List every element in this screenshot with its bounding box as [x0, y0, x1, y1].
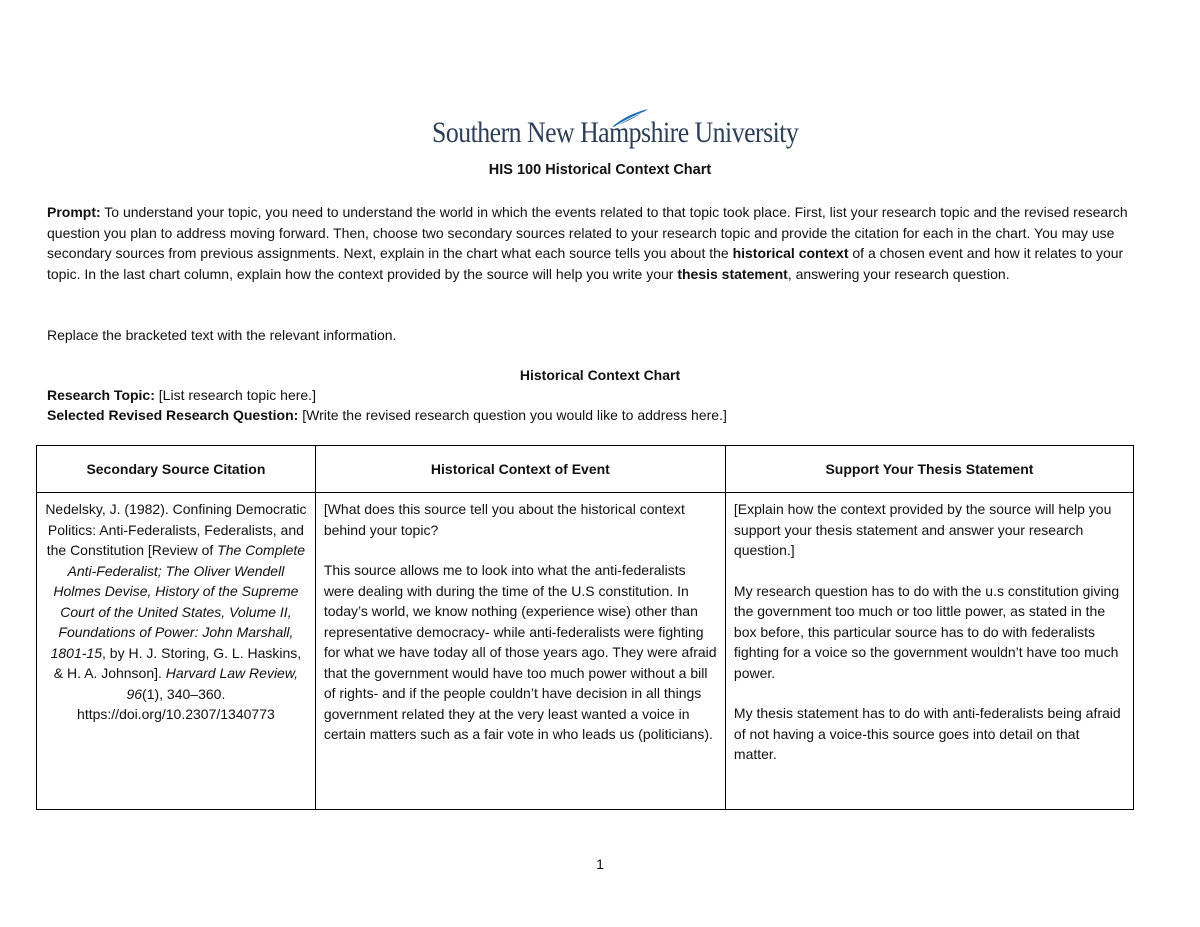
prompt-paragraph — [47, 202, 1157, 284]
prompt-bold-thesis-statement: thesis statement — [677, 265, 788, 282]
snhu-logo — [432, 108, 799, 156]
prompt-bold-historical-context: historical context — [732, 245, 849, 261]
context-cell — [315, 493, 725, 810]
chart-heading: Historical Context Chart — [519, 367, 681, 383]
citation-italic-1: The Complete Anti-Federalist; The Oliver Wendell Holmes Devise, History of the Supreme Court of the United States, Volume II, Foundations of Power: John Marshall, 1801-15 — [50, 542, 306, 661]
support-prompt: [Explain how the context provided by the source will help you support your thesis statement and answer your research question.] — [733, 501, 1112, 558]
prompt-text-2: of a chosen event and how it relates to your topic. In the last chart column, explain how the context provided by the source will help you write your — [47, 245, 1124, 282]
citation-text-1: Nedelsky, J. (1982). Confining Democratic Politics: Anti-Federalists, Federalists, and the Constitution [Review of — [45, 501, 307, 558]
table-row — [37, 493, 1134, 810]
research-topic-value: [List research topic here.] — [154, 387, 316, 403]
research-topic-line — [47, 387, 316, 403]
research-question-value: [Write the revised research question you would like to address here.] — [298, 407, 727, 423]
support-answer-2: My thesis statement has to do with anti-federalists being afraid of not having a voice-this source goes into detail on that matter. — [733, 705, 1121, 762]
header-support-thesis: Support Your Thesis Statement — [725, 446, 1133, 493]
research-topic-label: Research Topic: — [47, 387, 155, 403]
citation-text-3: (1), 340–360. https://doi.org/10.2307/1340773 — [77, 685, 275, 722]
prompt-text-1: To understand your topic, you need to understand the world in which the events related to that topic took place. First, list your research topic and the revised research question you plan to address moving forward. Then, choose two secondary sources related to your research topic and provide the citation for each in the chart. You may use secondary sources from previous assignments. Next, explain in the chart what each source tells you about the — [47, 204, 1128, 261]
prompt-label: Prompt: — [47, 204, 101, 220]
citation-text-2: , by H. J. Storing, G. L. Haskins, & H. A. Johnson]. — [53, 644, 302, 681]
research-question-label: Selected Revised Research Question: — [47, 407, 299, 423]
prompt-text-3: , answering your research question. — [787, 265, 1010, 282]
table-header-row — [37, 446, 1134, 493]
context-answer: This source allows me to look into what the anti-federalists were dealing with during the time of the U.S constitution. In today’s world, we know nothing (experience wise) other than representative democracy- while anti-federalists were fighting for what we have today all of those years ago. They were afraid that the government would have too much power without a bill of rights- and if the people couldn’t have decision in all things government related they at the very least wanted a voice in certain matters such as a fair vote in who leads us (politicians). — [323, 562, 717, 742]
logo-text: Southern New Hampshire University — [432, 116, 799, 149]
research-question-line — [47, 407, 727, 423]
header-source-citation: Secondary Source Citation — [37, 446, 316, 493]
document-title: HIS 100 Historical Context Chart — [488, 162, 712, 178]
historical-context-table — [36, 445, 1134, 810]
context-prompt: [What does this source tell you about the historical context behind your topic? — [323, 501, 685, 538]
citation-cell — [37, 493, 316, 810]
page-number: 1 — [596, 856, 604, 872]
support-answer-1: My research question has to do with the u.s constitution giving the government too much or too little power, as stated in the box before, this particular source has to do with federalists fighting for a voice so the government wouldn’t have too much power. — [733, 582, 1120, 681]
citation-italic-2: Harvard Law Review, 96 — [126, 665, 299, 702]
header-historical-context: Historical Context of Event — [315, 446, 725, 493]
support-cell — [725, 493, 1133, 810]
replace-instruction: Replace the bracketed text with the relevant information. — [47, 327, 397, 343]
